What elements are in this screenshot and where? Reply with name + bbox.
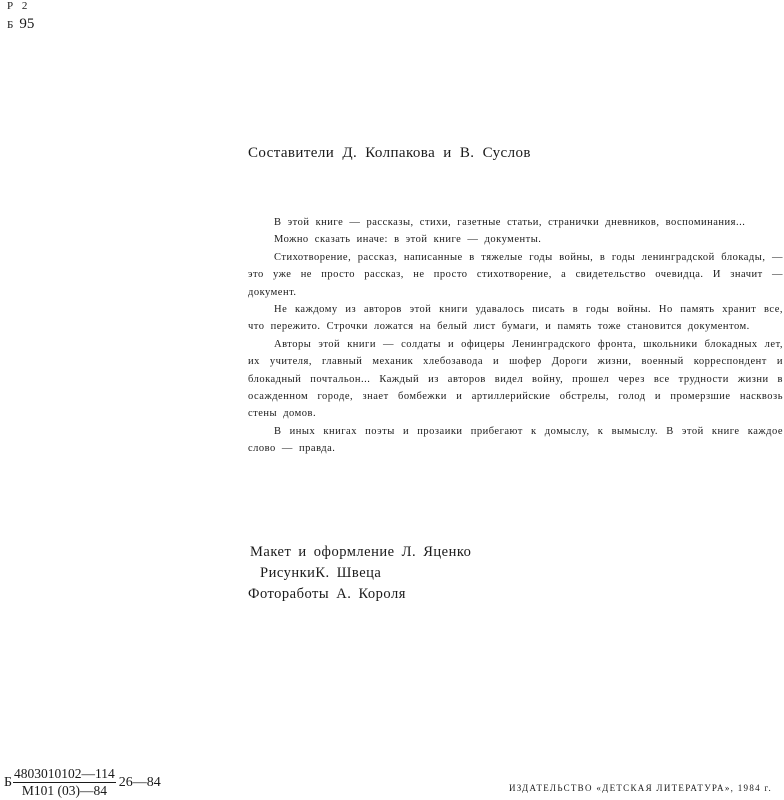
intro-paragraph-6: В иных книгах поэты и прозаики прибегают к домыслу, к вымыслу. В этой книге каждое слово — правда. <box>248 425 783 455</box>
catalog-letter: Б <box>4 774 13 790</box>
credit-drawings: РисункиК. Швеца <box>260 565 382 581</box>
intro-paragraph-4: Не каждому из авторов этой книги удавалось писать в годы войны. Но память хранит все, что пережито. Строчки ложатся на белый лист бумаги, и память тоже становится документом. <box>248 304 783 333</box>
intro-annotation <box>248 214 783 458</box>
catalog-denominator: М101 (03)—84 <box>21 783 107 798</box>
credit-layout: Макет и оформление Л. Яценко <box>250 544 472 560</box>
intro-paragraph-5: Авторы этой книги — солдаты и офицеры Ленинградского фронта, школьники блокадных лет, их учителя, главный механик хлебозавода и шофер Дороги жизни, военный корреспондент и блокадный почтальон... Каждый из авторов видел войну, прошел через все трудности жизни в осажденном городе, знает бомбежки и артиллерийские обстрелы, голод и промерзшие насквозь стены домов. <box>248 338 783 420</box>
intro-paragraph-3: Стихотворение, рассказ, написанные в тяжелые годы войны, в годы ленинградской блокады, — это уже не просто рассказ, не просто стихотворение, а свидетельство очевидца. И значит — документ. <box>248 251 783 298</box>
credit-photos: Фотоработы А. Короля <box>248 586 406 602</box>
library-code-b-number: 95 <box>19 16 35 32</box>
library-code-r: Р 2 <box>7 0 31 12</box>
catalog-index <box>4 766 161 799</box>
intro-paragraph-1: В этой книге — рассказы, стихи, газетные статьи, странички дневников, воспоминания... <box>274 217 746 228</box>
compilers-line: Составители Д. Колпакова и В. Суслов <box>248 145 531 161</box>
catalog-tail: 26—84 <box>118 774 161 790</box>
publisher-imprint: ИЗДАТЕЛЬСТВО «ДЕТСКАЯ ЛИТЕРАТУРА», 1984 г. <box>508 783 772 793</box>
catalog-fraction <box>13 766 116 799</box>
intro-paragraph-2: Можно сказать иначе: в этой книге — документы. <box>274 234 542 246</box>
catalog-numerator: 4803010102—114 <box>14 766 115 781</box>
library-code-b <box>7 16 34 33</box>
library-code-b-letter: Б <box>7 19 14 31</box>
